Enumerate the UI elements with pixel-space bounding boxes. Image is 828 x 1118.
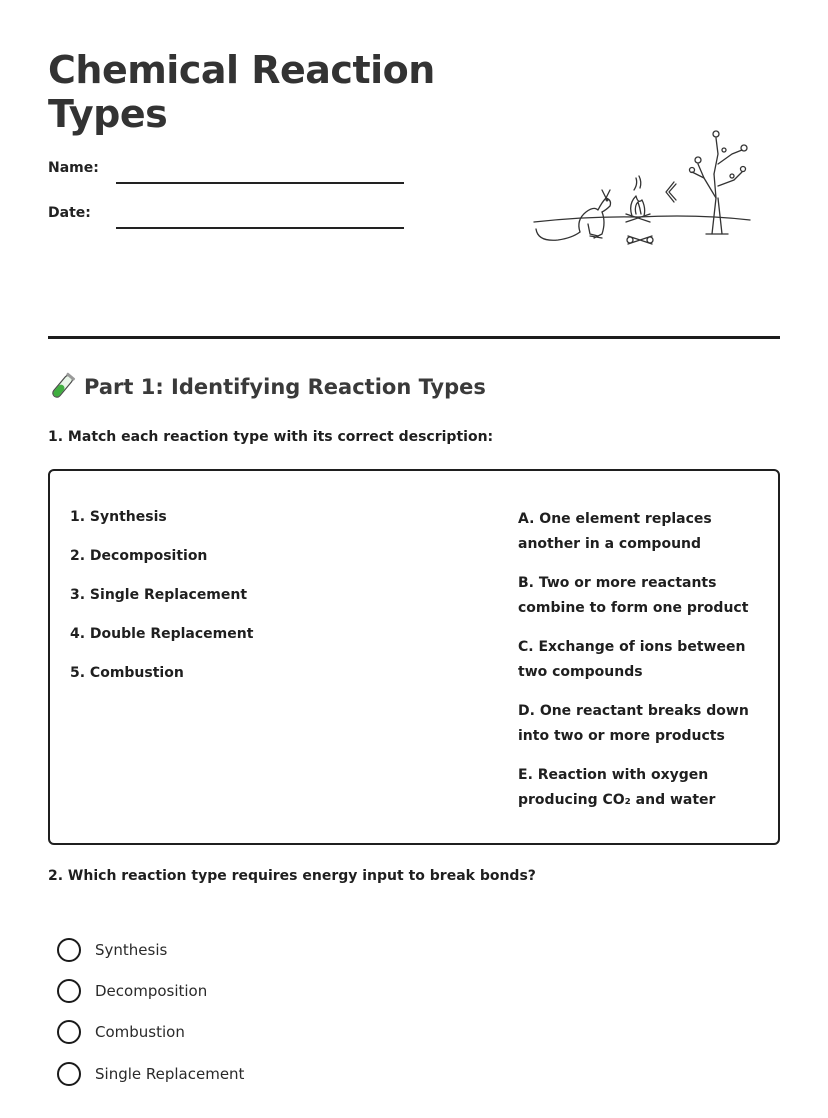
radio-button[interactable] bbox=[57, 979, 81, 1003]
part1-heading-text: Part 1: Identifying Reaction Types bbox=[84, 375, 486, 399]
option-label: Synthesis bbox=[95, 940, 168, 959]
page-title: Chemical Reaction Types bbox=[48, 48, 435, 136]
name-field-row bbox=[48, 160, 408, 190]
reaction-type-item: 1. Synthesis bbox=[70, 509, 167, 525]
option-combustion[interactable] bbox=[57, 1012, 244, 1053]
radio-button[interactable] bbox=[57, 1062, 81, 1086]
question-2: 2. Which reaction type requires energy input to break bonds? bbox=[48, 868, 536, 884]
name-label: Name: bbox=[48, 160, 99, 176]
description-item: E. Reaction with oxygen producing CO₂ and water bbox=[518, 767, 716, 808]
option-decomposition[interactable] bbox=[57, 970, 244, 1011]
outback-campfire-illustration bbox=[528, 124, 758, 260]
radio-button[interactable] bbox=[57, 1020, 81, 1044]
option-single-replacement[interactable] bbox=[57, 1053, 244, 1094]
date-field[interactable] bbox=[116, 227, 404, 229]
question-1: 1. Match each reaction type with its correct description: bbox=[48, 429, 494, 445]
reaction-type-item: 3. Single Replacement bbox=[70, 587, 248, 603]
date-label: Date: bbox=[48, 205, 91, 221]
radio-button[interactable] bbox=[57, 938, 81, 962]
description-item: A. One element replaces another in a compound bbox=[518, 511, 712, 552]
reaction-type-item: 5. Combustion bbox=[70, 665, 184, 681]
description-item: C. Exchange of ions between two compounds bbox=[518, 639, 746, 680]
reaction-type-item: 2. Decomposition bbox=[70, 548, 208, 564]
part1-heading bbox=[48, 372, 486, 402]
reaction-type-item: 4. Double Replacement bbox=[70, 626, 254, 642]
description-list bbox=[518, 507, 770, 827]
option-label: Single Replacement bbox=[95, 1064, 245, 1083]
description-item: B. Two or more reactants combine to form one product bbox=[518, 575, 749, 616]
description-item: D. One reactant breaks down into two or more products bbox=[518, 703, 749, 744]
reaction-type-list bbox=[70, 509, 370, 704]
question-2-options bbox=[57, 929, 244, 1094]
section-divider bbox=[48, 336, 780, 339]
test-tube-icon bbox=[48, 372, 76, 402]
option-label: Combustion bbox=[95, 1023, 185, 1042]
name-field[interactable] bbox=[116, 182, 404, 184]
option-label: Decomposition bbox=[95, 981, 208, 1000]
matching-box bbox=[48, 469, 780, 845]
date-field-row bbox=[48, 205, 408, 235]
option-synthesis[interactable] bbox=[57, 929, 244, 970]
